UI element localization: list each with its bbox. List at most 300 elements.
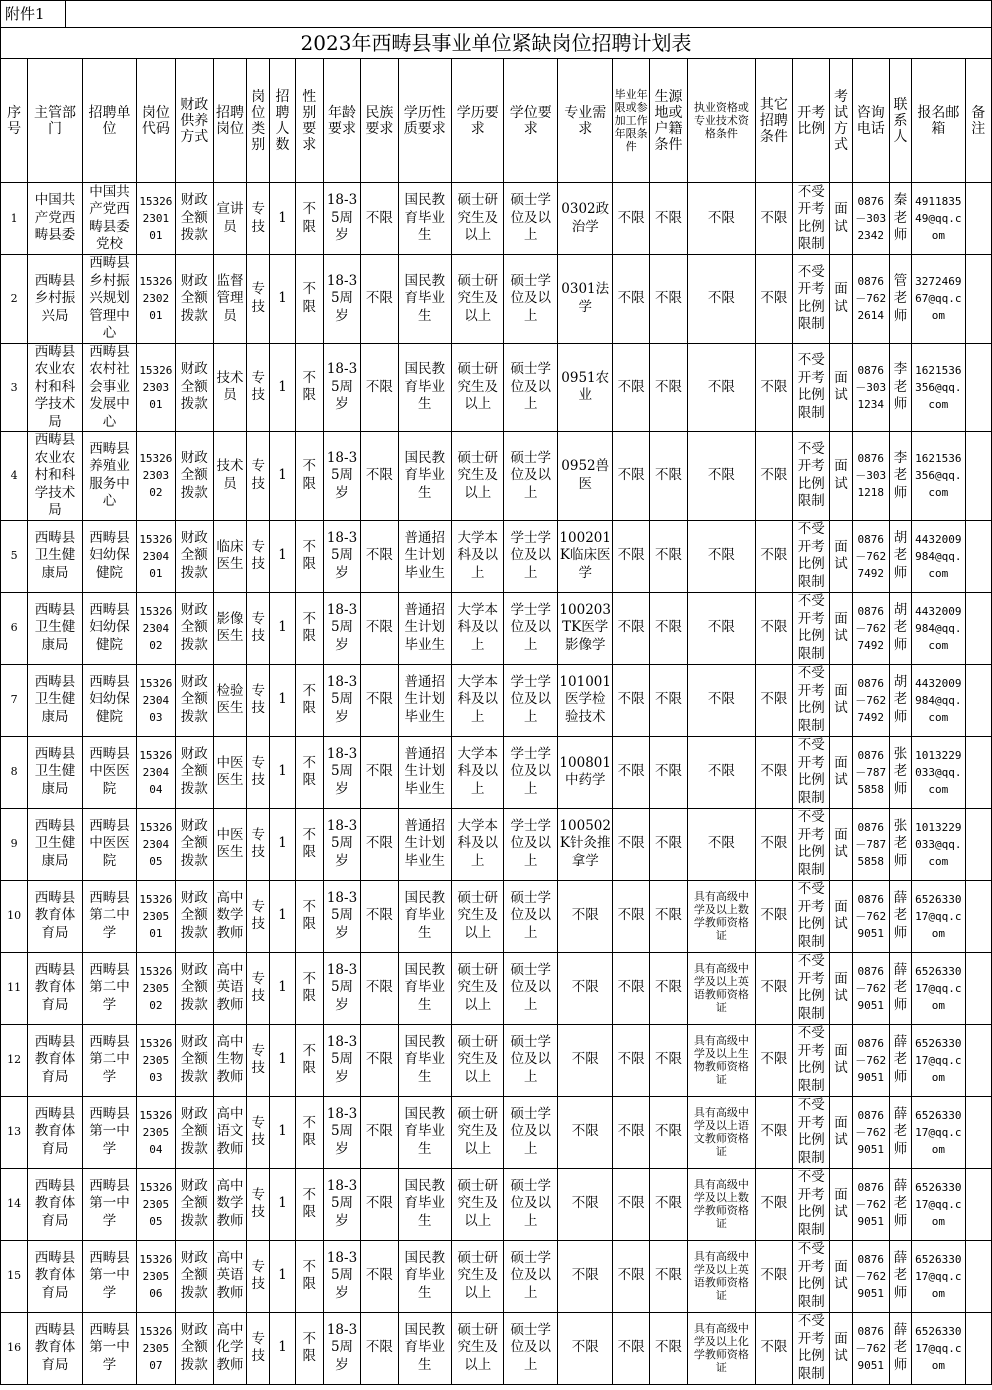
table-cell: 不限 (295, 1168, 323, 1240)
table-cell: 学士学位及以上 (504, 520, 557, 592)
table-cell: 不限 (688, 520, 756, 592)
table-cell: 不受开考比例限制 (793, 952, 830, 1024)
table-cell: 国民教育毕业生 (398, 255, 451, 344)
table-cell: 不受开考比例限制 (793, 808, 830, 880)
table-cell: 1013229033@qq.com (912, 736, 965, 808)
table-cell: 西畴县卫生健康局 (28, 736, 82, 808)
table-cell: 0876－3032342 (852, 183, 889, 255)
column-header: 主管部门 (28, 59, 82, 183)
table-cell: 张老师 (889, 736, 911, 808)
table-cell: 不限 (688, 664, 756, 736)
table-cell: 不限 (361, 1168, 398, 1240)
table-cell: 西畴县第一中学 (82, 1240, 136, 1312)
table-cell: 不限 (755, 592, 792, 664)
table-cell: 财政全额拨款 (175, 808, 213, 880)
table-row (1, 1168, 992, 1240)
table-cell: 不限 (613, 1168, 649, 1240)
table-cell: 财政全额拨款 (175, 880, 213, 952)
table-cell: 薛老师 (889, 1312, 911, 1384)
table-cell: 专技 (247, 520, 270, 592)
table-cell: 不受开考比例限制 (793, 1240, 830, 1312)
table-cell: 不限 (755, 343, 792, 432)
table-cell: 4432009984@qq.com (912, 592, 965, 664)
table-cell: 0876－7629051 (852, 1024, 889, 1096)
table-cell: 不限 (361, 880, 398, 952)
table-cell: 不限 (613, 952, 649, 1024)
table-cell: 不限 (649, 1024, 687, 1096)
table-cell: 18-35周岁 (323, 880, 360, 952)
table-cell: 14 (1, 1168, 28, 1240)
table-cell: 硕士学位及以上 (504, 255, 557, 344)
table-cell: 不限 (649, 664, 687, 736)
table-cell: 西畴县教育体育局 (28, 1096, 82, 1168)
table-cell: 不受开考比例限制 (793, 880, 830, 952)
table-cell: 0876－3031218 (852, 432, 889, 521)
table-cell: 薛老师 (889, 1024, 911, 1096)
table-cell: 不限 (613, 183, 649, 255)
table-cell: 高中数学教师 (213, 880, 246, 952)
table-cell: 不限 (755, 1240, 792, 1312)
table-cell: 101001医学检验技术 (557, 664, 613, 736)
table-cell: 不限 (295, 1096, 323, 1168)
table-cell: 学士学位及以上 (504, 664, 557, 736)
table-cell: 学士学位及以上 (504, 808, 557, 880)
table-cell: 不限 (755, 183, 792, 255)
table-cell: 胡老师 (889, 520, 911, 592)
table-cell: 0876－7627492 (852, 592, 889, 664)
table-cell: 高中生物教师 (213, 1024, 246, 1096)
table-cell: 西畴县妇幼保健院 (82, 664, 136, 736)
table-cell: 1 (270, 1312, 295, 1384)
table-cell: 财政全额拨款 (175, 343, 213, 432)
table-cell (965, 1096, 991, 1168)
table-cell: 面试 (830, 952, 852, 1024)
table-cell: 硕士研究生及以上 (452, 432, 504, 521)
table-cell: 18-35周岁 (323, 592, 360, 664)
table-cell: 不受开考比例限制 (793, 1312, 830, 1384)
table-cell: 西畴县卫生健康局 (28, 664, 82, 736)
table-cell: 不限 (755, 432, 792, 521)
table-cell: 不受开考比例限制 (793, 664, 830, 736)
table-cell: 9 (1, 808, 28, 880)
table-cell: 不限 (688, 255, 756, 344)
column-header: 年龄要求 (323, 59, 360, 183)
table-cell: 财政全额拨款 (175, 1312, 213, 1384)
table-cell: 西畴县养殖业服务中心 (82, 432, 136, 521)
table-cell: 1 (270, 1096, 295, 1168)
table-cell: 不限 (755, 1024, 792, 1096)
column-header: 序号 (1, 59, 28, 183)
table-cell: 不限 (755, 255, 792, 344)
table-cell: 专技 (247, 343, 270, 432)
table-row (1, 183, 992, 255)
table-cell: 8 (1, 736, 28, 808)
table-cell: 0952兽医 (557, 432, 613, 521)
table-cell: 具有高级中学及以上数学教师资格证 (688, 1168, 756, 1240)
table-cell: 财政全额拨款 (175, 432, 213, 521)
table-cell (965, 1024, 991, 1096)
table-cell: 153262303 02 (137, 432, 175, 521)
table-cell: 不限 (755, 1312, 792, 1384)
table-cell: 5 (1, 520, 28, 592)
table-cell: 不受开考比例限制 (793, 343, 830, 432)
table-cell: 面试 (830, 183, 852, 255)
table-cell: 不限 (361, 1240, 398, 1312)
table-cell: 不限 (613, 343, 649, 432)
table-cell: 具有高级中学及以上英语教师资格证 (688, 952, 756, 1024)
table-cell: 面试 (830, 255, 852, 344)
table-cell: 15 (1, 1240, 28, 1312)
table-cell: 财政全额拨款 (175, 1024, 213, 1096)
table-cell: 不受开考比例限制 (793, 1024, 830, 1096)
column-header: 报名邮箱 (912, 59, 965, 183)
table-cell: 财政全额拨款 (175, 255, 213, 344)
table-cell (965, 183, 991, 255)
table-cell: 18-35周岁 (323, 1096, 360, 1168)
table-cell: 不限 (688, 808, 756, 880)
table-cell: 秦老师 (889, 183, 911, 255)
table-cell: 1 (270, 664, 295, 736)
table-cell: 1621536356@qq.com (912, 343, 965, 432)
table-cell: 西畴县农村社会事业发展中心 (82, 343, 136, 432)
table-cell: 不限 (649, 736, 687, 808)
table-cell: 11 (1, 952, 28, 1024)
table-cell: 18-35周岁 (323, 183, 360, 255)
table-cell: 不限 (295, 520, 323, 592)
table-cell: 财政全额拨款 (175, 664, 213, 736)
table-cell: 16 (1, 1312, 28, 1384)
table-cell: 不限 (649, 1312, 687, 1384)
table-cell: 学士学位及以上 (504, 736, 557, 808)
column-header: 咨询电话 (852, 59, 889, 183)
table-cell: 4432009984@qq.com (912, 520, 965, 592)
table-cell: 面试 (830, 880, 852, 952)
table-cell: 153262301 01 (137, 183, 175, 255)
table-cell: 不限 (613, 592, 649, 664)
table-cell: 国民教育毕业生 (398, 432, 451, 521)
table-cell: 18-35周岁 (323, 343, 360, 432)
table-cell: 不限 (295, 736, 323, 808)
table-cell: 1 (270, 432, 295, 521)
table-cell: 100502K针灸推拿学 (557, 808, 613, 880)
table-cell: 1 (270, 1240, 295, 1312)
table-cell: 不限 (295, 808, 323, 880)
table-cell: 中医医生 (213, 808, 246, 880)
table-cell: 不限 (361, 520, 398, 592)
table-cell: 153262305 03 (137, 1024, 175, 1096)
table-cell: 高中英语教师 (213, 952, 246, 1024)
table-cell: 不限 (649, 432, 687, 521)
table-cell: 不限 (295, 1024, 323, 1096)
table-row (1, 808, 992, 880)
table-cell: 普通招生计划毕业生 (398, 592, 451, 664)
table-cell: 临床医生 (213, 520, 246, 592)
table-row (1, 343, 992, 432)
table-cell: 西畴县教育体育局 (28, 1240, 82, 1312)
table-cell: 专技 (247, 432, 270, 521)
table-cell: 153262305 05 (137, 1168, 175, 1240)
table-row (1, 1240, 992, 1312)
table-cell: 327246967@qq.com (912, 255, 965, 344)
table-cell: 不限 (295, 952, 323, 1024)
table-cell: 153262304 05 (137, 808, 175, 880)
table-cell: 不限 (755, 1096, 792, 1168)
column-header: 招聘单位 (82, 59, 136, 183)
table-cell: 652633017@qq.com (912, 1096, 965, 1168)
table-cell: 652633017@qq.com (912, 880, 965, 952)
table-cell (965, 1312, 991, 1384)
table-cell: 专技 (247, 808, 270, 880)
table-cell: 1 (270, 520, 295, 592)
table-cell: 西畴县第一中学 (82, 1096, 136, 1168)
column-header: 专业需求 (557, 59, 613, 183)
table-cell (965, 736, 991, 808)
table-cell: 硕士研究生及以上 (452, 1312, 504, 1384)
table-cell: 1 (270, 1024, 295, 1096)
table-cell: 不限 (361, 343, 398, 432)
attachment-label: 附件1 (0, 0, 66, 28)
table-cell: 2 (1, 255, 28, 344)
table-cell: 专技 (247, 1024, 270, 1096)
table-cell: 不限 (688, 183, 756, 255)
table-cell: 18-35周岁 (323, 1168, 360, 1240)
table-cell: 不受开考比例限制 (793, 432, 830, 521)
table-cell: 面试 (830, 343, 852, 432)
table-cell: 不限 (361, 664, 398, 736)
column-header: 学位要求 (504, 59, 557, 183)
table-cell: 18-35周岁 (323, 1024, 360, 1096)
table-cell: 1 (270, 808, 295, 880)
table-cell: 西畴县中医医院 (82, 808, 136, 880)
table-cell: 硕士研究生及以上 (452, 952, 504, 1024)
table-cell: 西畴县妇幼保健院 (82, 592, 136, 664)
table-cell: 不限 (755, 952, 792, 1024)
table-cell: 153262304 04 (137, 736, 175, 808)
table-cell: 专技 (247, 592, 270, 664)
table-cell: 财政全额拨款 (175, 592, 213, 664)
table-cell: 不限 (613, 880, 649, 952)
table-cell: 财政全额拨款 (175, 1240, 213, 1312)
column-header: 学历性质要求 (398, 59, 451, 183)
table-cell: 西畴县农业农村和科学技术局 (28, 432, 82, 521)
table-cell: 专技 (247, 183, 270, 255)
table-cell: 李老师 (889, 343, 911, 432)
table-cell: 大学本科及以上 (452, 592, 504, 664)
table-cell: 0876－7875858 (852, 736, 889, 808)
table-cell (965, 592, 991, 664)
table-cell: 0876－7629051 (852, 1096, 889, 1168)
table-cell: 18-35周岁 (323, 520, 360, 592)
table-cell: 专技 (247, 1168, 270, 1240)
table-cell: 管老师 (889, 255, 911, 344)
table-cell: 高中英语教师 (213, 1240, 246, 1312)
table-cell: 不限 (613, 255, 649, 344)
table-row (1, 952, 992, 1024)
table-cell: 薛老师 (889, 1240, 911, 1312)
table-cell: 大学本科及以上 (452, 664, 504, 736)
table-cell: 张老师 (889, 808, 911, 880)
column-header: 民族要求 (361, 59, 398, 183)
table-cell: 财政全额拨款 (175, 1168, 213, 1240)
table-cell: 薛老师 (889, 952, 911, 1024)
table-cell (965, 255, 991, 344)
table-cell: 硕士研究生及以上 (452, 343, 504, 432)
table-cell: 不限 (361, 952, 398, 1024)
table-cell: 18-35周岁 (323, 808, 360, 880)
table-cell: 18-35周岁 (323, 1240, 360, 1312)
table-cell: 财政全额拨款 (175, 1096, 213, 1168)
table-cell: 西畴县乡村振兴局 (28, 255, 82, 344)
table-cell: 100201K临床医学 (557, 520, 613, 592)
table-cell: 不限 (557, 1096, 613, 1168)
table-cell: 硕士学位及以上 (504, 1024, 557, 1096)
table-cell: 不限 (295, 880, 323, 952)
table-cell: 0301法学 (557, 255, 613, 344)
table-cell: 不限 (755, 736, 792, 808)
table-cell: 153262305 04 (137, 1096, 175, 1168)
table-cell: 硕士研究生及以上 (452, 1024, 504, 1096)
table-cell: 硕士研究生及以上 (452, 1168, 504, 1240)
table-cell: 0876－7622614 (852, 255, 889, 344)
table-cell: 薛老师 (889, 1096, 911, 1168)
table-cell: 153262305 06 (137, 1240, 175, 1312)
table-cell: 不受开考比例限制 (793, 1096, 830, 1168)
table-cell: 不限 (613, 664, 649, 736)
table-cell: 0876－7629051 (852, 1240, 889, 1312)
table-cell: 西畴县中医医院 (82, 736, 136, 808)
table-row (1, 1312, 992, 1384)
table-cell: 不限 (295, 1240, 323, 1312)
table-cell: 3 (1, 343, 28, 432)
table-cell: 1 (270, 183, 295, 255)
table-cell: 18-35周岁 (323, 432, 360, 521)
table-cell: 不限 (755, 664, 792, 736)
table-cell: 硕士学位及以上 (504, 1240, 557, 1312)
table-cell: 100801中药学 (557, 736, 613, 808)
table-cell: 18-35周岁 (323, 1312, 360, 1384)
table-cell: 西畴县第一中学 (82, 1312, 136, 1384)
table-cell: 不限 (361, 183, 398, 255)
table-cell: 不限 (649, 880, 687, 952)
table-row (1, 255, 992, 344)
table-cell: 不限 (755, 880, 792, 952)
table-cell: 不限 (755, 808, 792, 880)
table-cell: 不限 (649, 1096, 687, 1168)
table-cell: 1 (270, 255, 295, 344)
table-cell: 硕士研究生及以上 (452, 880, 504, 952)
table-cell: 面试 (830, 520, 852, 592)
table-cell: 不限 (649, 520, 687, 592)
table-cell: 1 (1, 183, 28, 255)
table-cell: 西畴县卫生健康局 (28, 808, 82, 880)
column-header: 招聘岗位 (213, 59, 246, 183)
table-cell: 薛老师 (889, 880, 911, 952)
table-cell: 西畴县妇幼保健院 (82, 520, 136, 592)
table-cell: 硕士研究生及以上 (452, 255, 504, 344)
table-cell: 技术员 (213, 432, 246, 521)
table-cell: 18-35周岁 (323, 255, 360, 344)
table-cell: 面试 (830, 1168, 852, 1240)
table-cell: 国民教育毕业生 (398, 1312, 451, 1384)
table-cell: 不限 (649, 255, 687, 344)
table-cell: 国民教育毕业生 (398, 880, 451, 952)
table-cell: 153262305 07 (137, 1312, 175, 1384)
table-row (1, 520, 992, 592)
table-cell: 7 (1, 664, 28, 736)
table-cell: 检验医生 (213, 664, 246, 736)
table-cell: 18-35周岁 (323, 664, 360, 736)
table-cell: 1621536356@qq.com (912, 432, 965, 521)
table-cell: 财政全额拨款 (175, 183, 213, 255)
column-header: 性别要求 (295, 59, 323, 183)
column-header: 财政供养方式 (175, 59, 213, 183)
table-cell: 普通招生计划毕业生 (398, 664, 451, 736)
table-cell (965, 1168, 991, 1240)
table-cell (965, 1240, 991, 1312)
page-title: 2023年西畴县事业单位紧缺岗位招聘计划表 (0, 28, 992, 58)
table-cell: 技术员 (213, 343, 246, 432)
table-row (1, 664, 992, 736)
table-cell: 不限 (557, 1312, 613, 1384)
table-cell: 不限 (557, 1240, 613, 1312)
table-cell: 不限 (613, 1240, 649, 1312)
table-cell: 491183549@qq.com (912, 183, 965, 255)
table-cell: 专技 (247, 880, 270, 952)
table-cell: 面试 (830, 736, 852, 808)
table-cell: 硕士研究生及以上 (452, 1240, 504, 1312)
table-cell: 652633017@qq.com (912, 952, 965, 1024)
table-cell: 不限 (295, 592, 323, 664)
table-cell: 西畴县第二中学 (82, 952, 136, 1024)
table-cell: 硕士学位及以上 (504, 952, 557, 1024)
table-cell: 硕士研究生及以上 (452, 183, 504, 255)
table-cell: 中国共产党西畴县委 (28, 183, 82, 255)
table-cell: 西畴县教育体育局 (28, 880, 82, 952)
table-cell: 不限 (295, 432, 323, 521)
table-cell: 中国共产党西畴县委党校 (82, 183, 136, 255)
table-cell: 不限 (361, 592, 398, 664)
top-border-cell (66, 0, 992, 28)
table-cell: 不限 (361, 1096, 398, 1168)
table-cell: 不限 (688, 343, 756, 432)
table-cell: 硕士学位及以上 (504, 880, 557, 952)
table-cell: 不限 (613, 432, 649, 521)
table-cell: 13 (1, 1096, 28, 1168)
table-cell: 不限 (649, 952, 687, 1024)
column-header: 学历要求 (452, 59, 504, 183)
table-cell: 18-35周岁 (323, 952, 360, 1024)
table-cell (965, 343, 991, 432)
table-cell: 面试 (830, 1240, 852, 1312)
table-cell: 不限 (649, 1240, 687, 1312)
table-cell: 18-35周岁 (323, 736, 360, 808)
table-cell: 专技 (247, 664, 270, 736)
table-cell: 不限 (649, 592, 687, 664)
table-cell: 不限 (649, 1168, 687, 1240)
table-cell: 100203TK医学影像学 (557, 592, 613, 664)
table-row (1, 736, 992, 808)
table-cell: 硕士学位及以上 (504, 1312, 557, 1384)
table-cell: 专技 (247, 1312, 270, 1384)
table-cell: 硕士学位及以上 (504, 183, 557, 255)
table-cell: 中医医生 (213, 736, 246, 808)
table-cell: 不限 (613, 1096, 649, 1168)
table-cell: 学士学位及以上 (504, 592, 557, 664)
table-cell: 面试 (830, 592, 852, 664)
table-row (1, 1024, 992, 1096)
table-cell: 4432009984@qq.com (912, 664, 965, 736)
table-cell: 专技 (247, 952, 270, 1024)
